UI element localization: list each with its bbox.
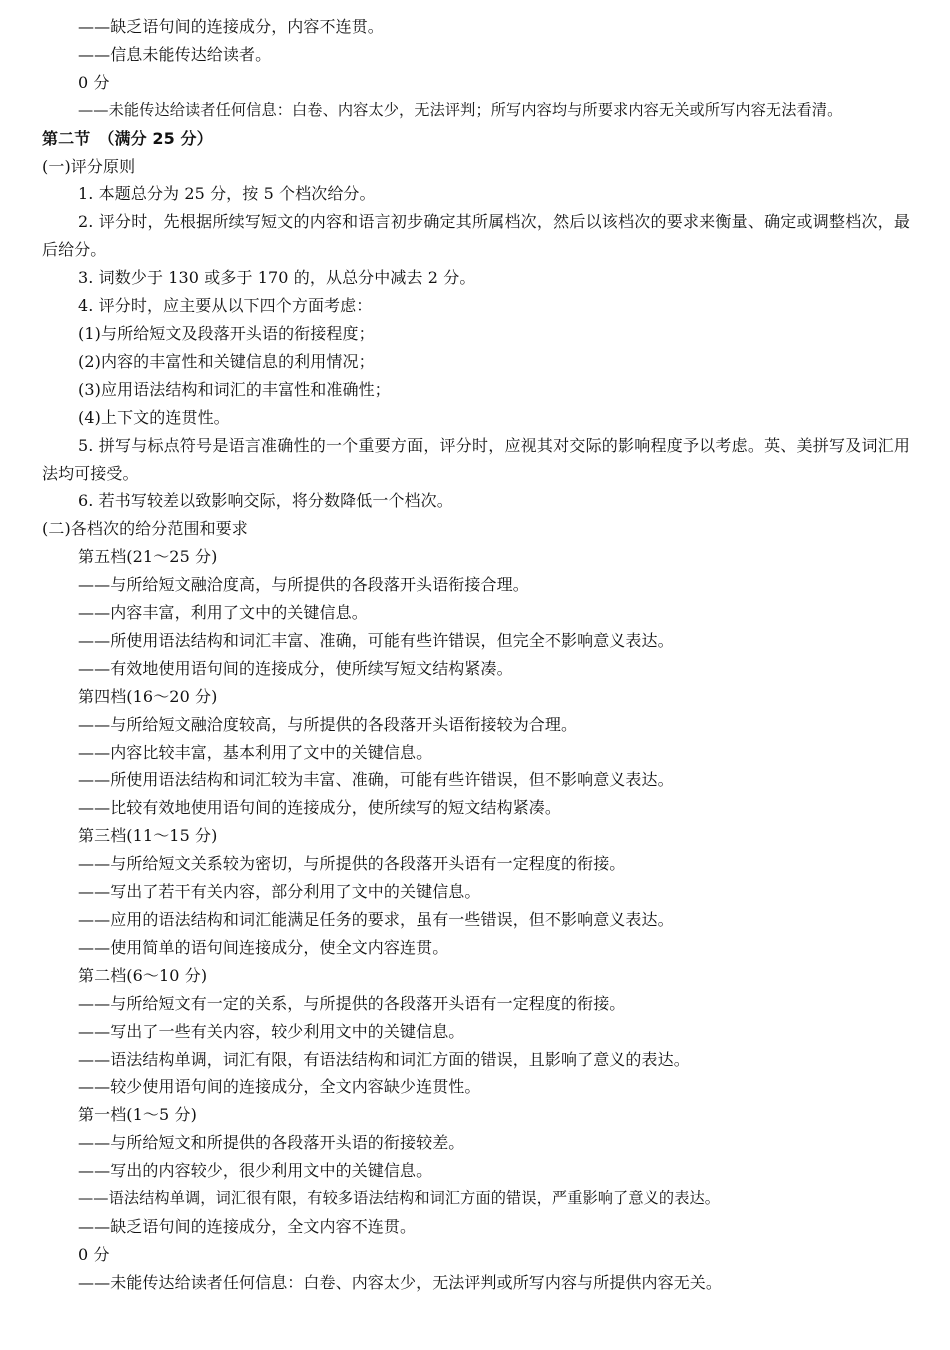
part1-zero-description: ——未能传达给读者任何信息：白卷、内容太少，无法评判；所写内容均与所要求内容无关或所写内容无法看清。 bbox=[78, 100, 843, 119]
level-criterion: ——内容比较丰富，基本利用了文中的关键信息。 bbox=[78, 742, 433, 762]
part1-criterion: ——信息未能传达给读者。 bbox=[78, 44, 272, 64]
level-label: 第一档(1～5 分) bbox=[78, 1105, 197, 1125]
part1-zero-label: 0 分 bbox=[78, 72, 110, 92]
principle-subitem: (4)上下文的连贯性。 bbox=[78, 407, 230, 427]
level-criterion: ——内容丰富，利用了文中的关键信息。 bbox=[78, 603, 368, 623]
principles-heading: (一)评分原则 bbox=[42, 156, 136, 176]
level-label: 第二档(6～10 分) bbox=[78, 965, 208, 985]
level-criterion: ——使用简单的语句间连接成分，使全文内容连贯。 bbox=[78, 937, 449, 957]
section2-title: 第二节 （满分 25 分） bbox=[42, 128, 213, 148]
zero-score-label: 0 分 bbox=[78, 1244, 110, 1264]
level-criterion: ——有效地使用语句间的连接成分，使所续写短文结构紧凑。 bbox=[78, 658, 513, 678]
level-criterion: ——与所给短文关系较为密切，与所提供的各段落开头语有一定程度的衔接。 bbox=[78, 854, 626, 874]
level-criterion: ——写出的内容较少，很少利用文中的关键信息。 bbox=[78, 1161, 433, 1181]
scoring-rubric bbox=[42, 13, 912, 1297]
zero-score-description: ——未能传达给读者任何信息：白卷、内容太少，无法评判或所写内容与所提供内容无关。 bbox=[78, 1272, 723, 1292]
level-criterion: ——缺乏语句间的连接成分，全文内容不连贯。 bbox=[78, 1216, 417, 1236]
level-criterion: ——与所给短文融洽度较高，与所提供的各段落开头语衔接较为合理。 bbox=[78, 714, 578, 734]
principle-subitem: (2)内容的丰富性和关键信息的利用情况； bbox=[78, 351, 375, 371]
principle-item: 4. 评分时，应主要从以下四个方面考虑： bbox=[78, 296, 373, 316]
level-criterion: ——写出了一些有关内容，较少利用文中的关键信息。 bbox=[78, 1021, 465, 1041]
level-criterion: ——所使用语法结构和词汇较为丰富、准确，可能有些许错误，但不影响意义表达。 bbox=[78, 770, 674, 790]
level-label: 第三档(11～15 分) bbox=[78, 826, 218, 846]
level-criterion: ——所使用语法结构和词汇丰富、准确，可能有些许错误，但完全不影响意义表达。 bbox=[78, 630, 674, 650]
principle-item: 2. 评分时，先根据所续写短文的内容和语言初步确定其所属档次，然后以该档次的要求来衡量、确定或调整档次，最后给分。 bbox=[42, 212, 910, 260]
level-criterion: ——较少使用语句间的连接成分，全文内容缺少连贯性。 bbox=[78, 1077, 481, 1097]
principle-subitem: (3)应用语法结构和词汇的丰富性和准确性； bbox=[78, 379, 391, 399]
level-criterion: ——语法结构单调，词汇有限，有语法结构和词汇方面的错误，且影响了意义的表达。 bbox=[78, 1049, 690, 1069]
level-criterion: ——与所给短文融洽度高，与所提供的各段落开头语衔接合理。 bbox=[78, 575, 529, 595]
principle-subitem: (1)与所给短文及段落开头语的衔接程度； bbox=[78, 323, 375, 343]
level-criterion: ——写出了若干有关内容，部分利用了文中的关键信息。 bbox=[78, 882, 481, 902]
level-label: 第五档(21～25 分) bbox=[78, 547, 218, 567]
principle-item: 5. 拼写与标点符号是语言准确性的一个重要方面，评分时，应视其对交际的影响程度予以考虑。英、美拼写及词汇用法均可接受。 bbox=[42, 435, 910, 483]
level-criterion: ——应用的语法结构和词汇能满足任务的要求，虽有一些错误，但不影响意义表达。 bbox=[78, 910, 674, 929]
principle-item: 6. 若书写较差以致影响交际，将分数降低一个档次。 bbox=[78, 491, 453, 511]
levels-heading: (二)各档次的给分范围和要求 bbox=[42, 519, 248, 539]
principle-item: 3. 词数少于 130 或多于 170 的，从总分中减去 2 分。 bbox=[78, 268, 476, 288]
level-criterion: ——语法结构单调，词汇很有限，有较多语法结构和词汇方面的错误，严重影响了意义的表达。 bbox=[78, 1189, 721, 1208]
level-criterion: ——比较有效地使用语句间的连接成分，使所续写的短文结构紧凑。 bbox=[78, 798, 562, 818]
part1-criterion: ——缺乏语句间的连接成分，内容不连贯。 bbox=[78, 17, 384, 36]
principle-item: 1. 本题总分为 25 分，按 5 个档次给分。 bbox=[78, 184, 376, 204]
level-criterion: ——与所给短文有一定的关系，与所提供的各段落开头语有一定程度的衔接。 bbox=[78, 993, 626, 1013]
level-label: 第四档(16～20 分) bbox=[78, 686, 218, 706]
level-criterion: ——与所给短文和所提供的各段落开头语的衔接较差。 bbox=[78, 1133, 465, 1153]
